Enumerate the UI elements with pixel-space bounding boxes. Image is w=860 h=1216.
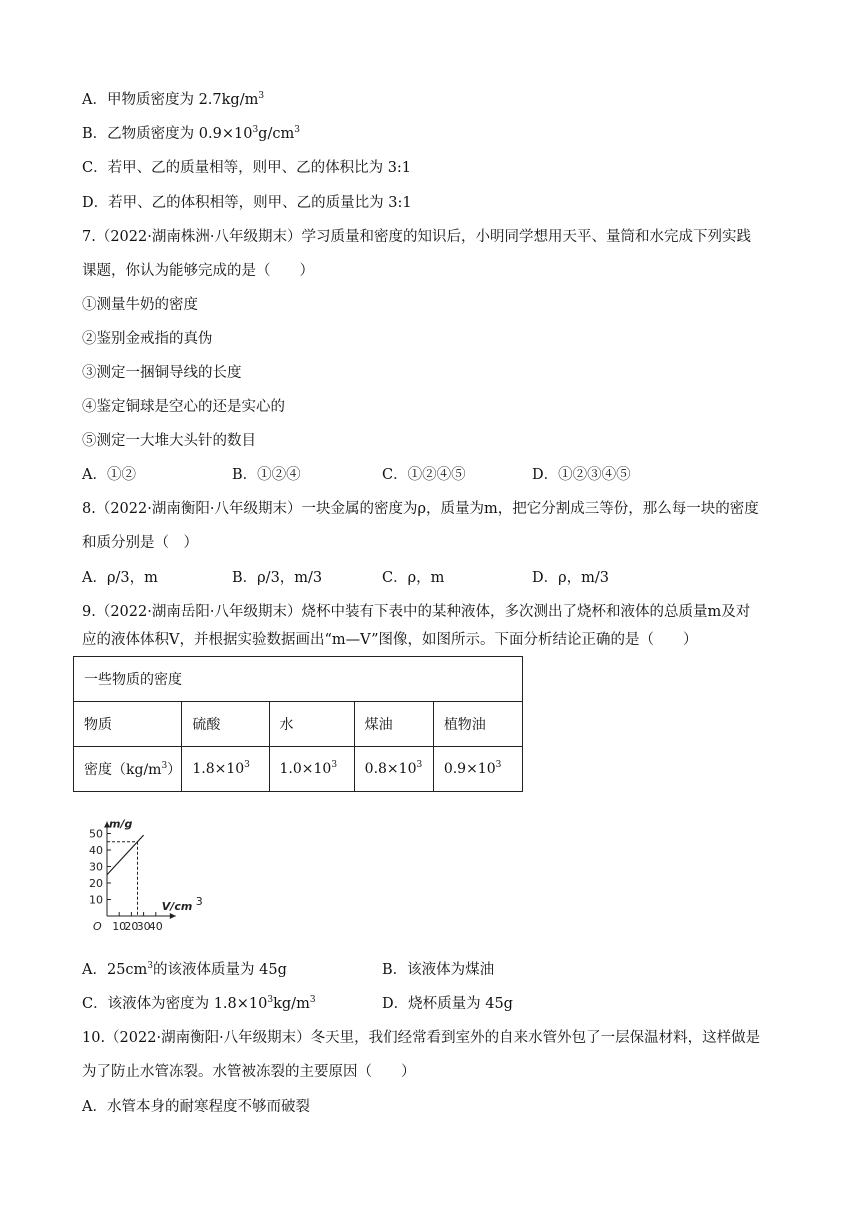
x-tick-label: 30 [136, 920, 151, 933]
x-tick-label: 10 [112, 920, 127, 933]
q7-stem-line1: 7.（2022·湖南株洲·八年级期末）学习质量和密度的知识后，小明同学想用天平、量筒和水完成下列实践 [82, 229, 751, 245]
density-table [73, 656, 523, 792]
q8-option-d: D．ρ，m/3 [532, 570, 610, 586]
origin-label: O [93, 920, 102, 933]
q9-option-a: A．$25cm^3$的该液体质量为 45g [82, 961, 287, 978]
q7-option-a: A．①② [82, 467, 136, 483]
q7-stem-line2: 课题，你认为能够完成的是（ ） [82, 263, 314, 279]
y-axis-label: m/g [109, 817, 133, 831]
table-row-label: 密度$(kg/m^3)$ [74, 747, 182, 792]
q10-stem-line2: 为了防止水管冻裂。水管被冻裂的主要原因（ ） [82, 1064, 416, 1080]
y-tick-label: 40 [89, 844, 103, 857]
table-cell: $1.0\times 10^3$ [269, 747, 354, 792]
q10-option-a: A．水管本身的耐寒程度不够而破裂 [82, 1099, 310, 1115]
q7-item-2: ②鉴别金戒指的真伪 [82, 331, 213, 347]
q7-item-1: ①测量牛奶的密度 [82, 297, 198, 313]
q9-stem-line1: 9.（2022·湖南岳阳·八年级期末）烧杯中装有下表中的某种液体，多次测出了烧杯和液体的总质量m及对 [82, 604, 751, 620]
q7-option-b: B．①②④ [232, 467, 301, 483]
q6-option-c: C．若甲、乙的质量相等，则甲、乙的体积比为 3:1 [82, 160, 412, 176]
q6-option-a: A．甲物质密度为 $2.7kg/m^3$ [82, 91, 265, 108]
q7-option-c: C．①②④⑤ [382, 467, 466, 483]
q7-item-3: ③测定一捆铜导线的长度 [82, 365, 242, 381]
table-header-cell: 植物油 [433, 702, 522, 747]
y-tick-label: 10 [89, 893, 103, 907]
y-tick-label: 30 [89, 860, 103, 874]
q7-option-d: D．①②③④⑤ [532, 467, 631, 483]
q8-stem-line2: 和质分别是（ ） [82, 535, 198, 551]
q10-stem-line1: 10.（2022·湖南衡阳·八年级期末）冬天里，我们经常看到室外的自来水管外包了一层保温材料，这样做是 [82, 1030, 761, 1046]
q6-option-d: D．若甲、乙的体积相等，则甲、乙的质量比为 3:1 [82, 195, 412, 211]
x-axis-label-sup: 3 [195, 895, 203, 908]
data-line [107, 835, 144, 875]
q8-stem-line1: 8.（2022·湖南衡阳·八年级期末）一块金属的密度为ρ，质量为m，把它分割成三等份，那么每一块的密度 [82, 501, 759, 517]
y-tick-label: 50 [89, 827, 103, 841]
x-axis-label: V/cm [161, 900, 193, 913]
q6-option-b: B．乙物质密度为 $0.9\times 10^3g/cm^3$ [82, 125, 300, 142]
q8-option-a: A．ρ/3，m [82, 570, 158, 586]
q8-option-c: C．ρ，m [382, 570, 445, 586]
table-cell: $1.8\times 10^3$ [182, 747, 269, 792]
x-tick-label: 40 [148, 920, 163, 933]
q7-item-4: ④鉴定铜球是空心的还是实心的 [82, 399, 285, 415]
q9-option-c: C．该液体为密度为 $1.8\times 10^3kg/m^3$ [82, 995, 316, 1012]
q9-option-d: D．烧杯质量为 45g [382, 996, 513, 1012]
table-cell: $0.9\times 10^3$ [433, 747, 522, 792]
m-v-graph [82, 798, 262, 946]
density-table-caption: 一些物质的密度 [74, 657, 523, 702]
q9-option-b: B．该液体为煤油 [382, 962, 495, 978]
table-cell: $0.8\times 10^3$ [354, 747, 433, 792]
q8-option-b: B．ρ/3，m/3 [232, 570, 323, 586]
table-header-cell: 物质 [74, 702, 182, 747]
table-header-cell: 硫酸 [182, 702, 269, 747]
q7-item-5: ⑤测定一大堆大头针的数目 [82, 433, 256, 449]
q8-options [82, 568, 802, 588]
table-header-cell: 水 [269, 702, 354, 747]
table-header-cell: 煤油 [354, 702, 433, 747]
q9-stem-line2: 应的液体体积V，并根据实验数据画出“m—V”图像，如图所示。下面分析结论正确的是（ ） [82, 632, 698, 648]
x-axis-arrow [170, 913, 176, 919]
y-tick-label: 20 [89, 877, 103, 890]
x-tick-label: 20 [124, 920, 139, 933]
q7-options [82, 465, 802, 485]
